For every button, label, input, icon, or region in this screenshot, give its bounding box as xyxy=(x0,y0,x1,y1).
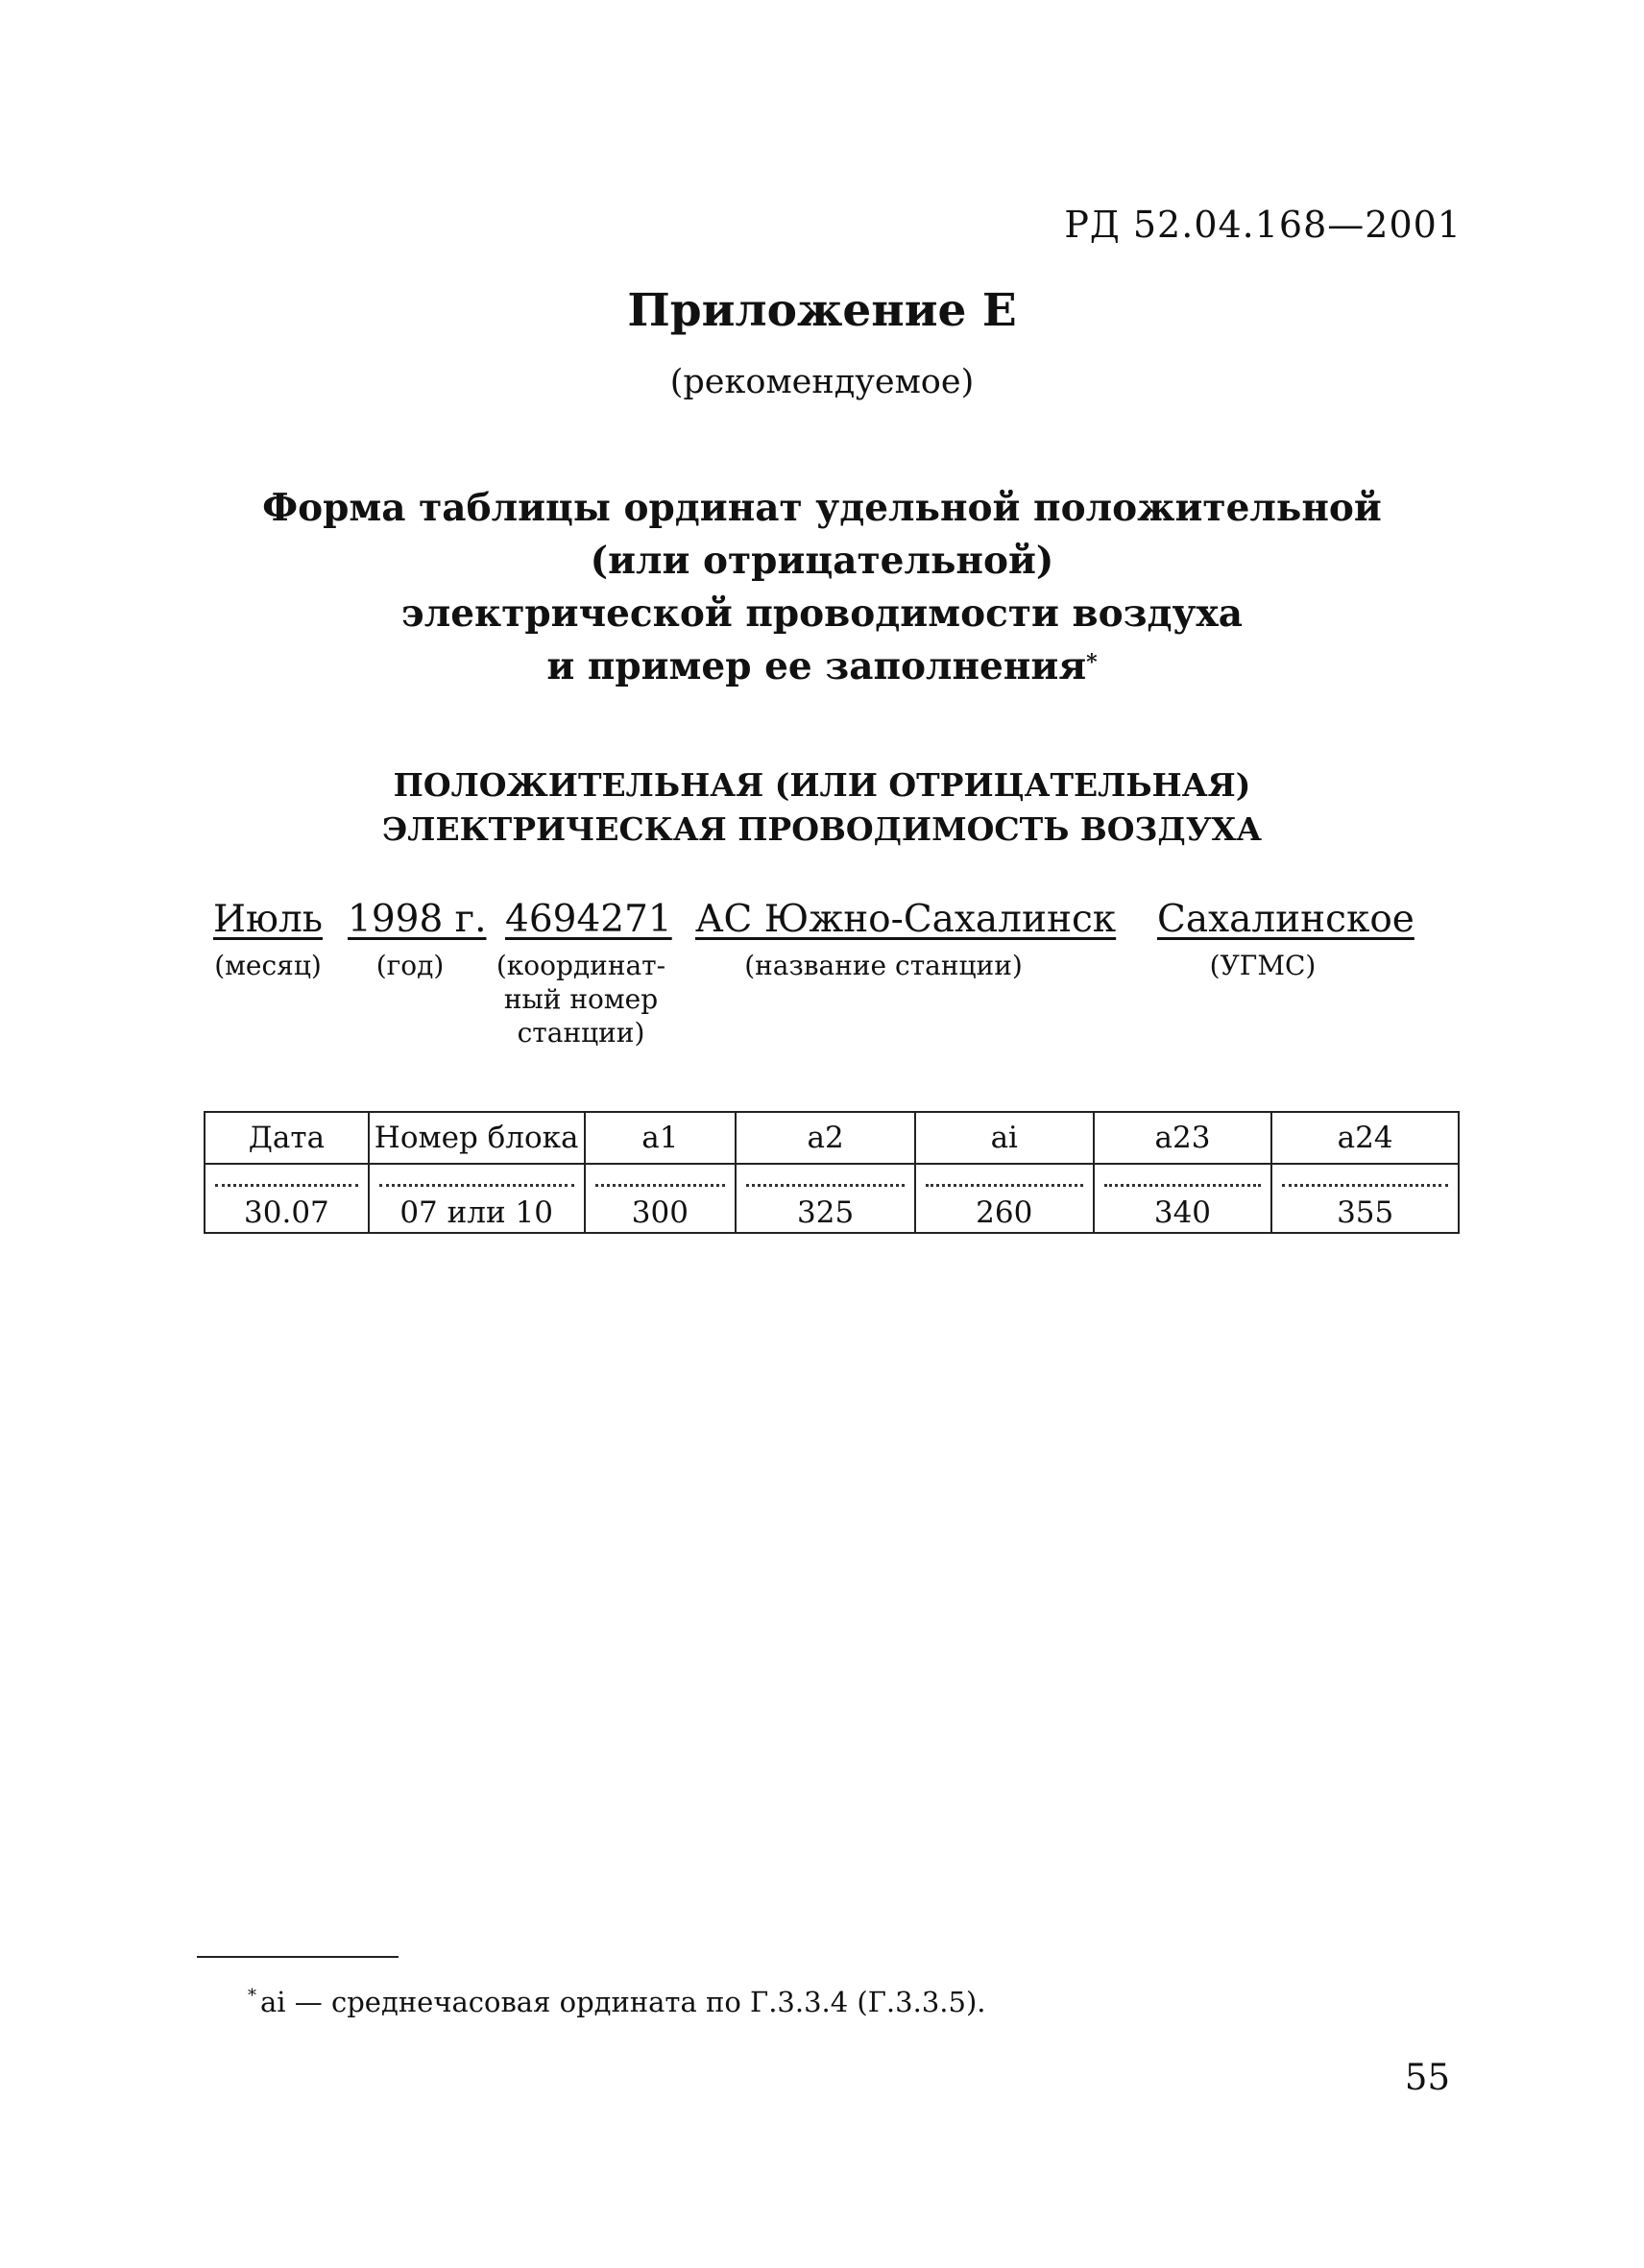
cell-block-number: 07 или 10 xyxy=(369,1194,585,1233)
header-cell-a2: a2 xyxy=(736,1112,915,1164)
subtitle-line: ЭЛЕКТРИЧЕСКАЯ ПРОВОДИМОСТЬ ВОЗДУХА xyxy=(382,810,1262,848)
cell-a2: 325 xyxy=(736,1194,915,1233)
ugms-caption: (УГМС) xyxy=(1209,950,1317,981)
header-cell-date: Дата xyxy=(205,1112,369,1164)
caption-line: станции) xyxy=(517,1017,645,1049)
ellipsis-cell xyxy=(915,1164,1094,1194)
cell-date: 30.07 xyxy=(205,1194,369,1233)
subtitle-line: ПОЛОЖИТЕЛЬНАЯ (ИЛИ ОТРИЦАТЕЛЬНАЯ) xyxy=(393,766,1251,804)
footnote xyxy=(248,1986,986,2018)
table-header-row xyxy=(205,1112,1459,1164)
dotted-leader xyxy=(595,1172,726,1187)
form-title-line xyxy=(0,640,1644,693)
header-cell-a1: a1 xyxy=(585,1112,737,1164)
dotted-leader xyxy=(1282,1172,1448,1187)
table-ellipsis-row xyxy=(205,1164,1459,1194)
footnote-divider xyxy=(197,1956,399,1958)
footnote-marker: * xyxy=(1086,650,1098,675)
table-subtitle xyxy=(0,763,1644,852)
ellipsis-cell xyxy=(369,1164,585,1194)
month-caption: (месяц) xyxy=(214,950,322,981)
dotted-leader xyxy=(746,1172,905,1187)
header-cell-a24: a24 xyxy=(1271,1112,1459,1164)
appendix-title: Приложение Е xyxy=(627,284,1017,337)
appendix-note: (рекомендуемое) xyxy=(669,363,975,401)
form-title-line-text: и пример ее заполнения xyxy=(546,644,1087,688)
header-cell-a23: a23 xyxy=(1094,1112,1272,1164)
ugms-value: Сахалинское xyxy=(1157,898,1414,941)
year-value: 1998 г. xyxy=(348,898,487,941)
ellipsis-cell xyxy=(585,1164,737,1194)
ellipsis-cell xyxy=(205,1164,369,1194)
year-caption: (год) xyxy=(375,950,445,981)
dotted-leader xyxy=(926,1172,1083,1187)
form-title xyxy=(0,482,1644,693)
ellipsis-cell xyxy=(1094,1164,1272,1194)
station-name-caption: (название станции) xyxy=(744,950,1023,981)
footnote-mark: * xyxy=(248,1986,256,2006)
document-code: РД 52.04.168—2001 xyxy=(1064,204,1462,246)
month-value: Июль xyxy=(213,898,323,941)
page-number: 55 xyxy=(1404,2057,1450,2098)
caption-line: ный номер xyxy=(503,983,659,1015)
dotted-leader xyxy=(215,1172,358,1187)
station-number-value: 4694271 xyxy=(505,898,672,941)
cell-ai: 260 xyxy=(915,1194,1094,1233)
station-name-value: АС Южно-Сахалинск xyxy=(695,898,1117,941)
cell-a24: 355 xyxy=(1271,1194,1459,1233)
form-title-line: (или отрицательной) xyxy=(590,539,1054,583)
caption-line: (координат- xyxy=(496,950,666,981)
cell-a23: 340 xyxy=(1094,1194,1272,1233)
ellipsis-cell xyxy=(1271,1164,1459,1194)
cell-a1: 300 xyxy=(585,1194,737,1233)
form-title-line: электрической проводимости воздуха xyxy=(400,591,1243,636)
conductivity-table xyxy=(204,1111,1460,1234)
header-cell-ai: ai xyxy=(915,1112,1094,1164)
dotted-leader xyxy=(379,1172,574,1187)
ellipsis-cell xyxy=(736,1164,915,1194)
footnote-text: ai — среднечасовая ордината по Г.3.3.4 (Г.3.3.5). xyxy=(260,1986,986,2018)
header-cell-block-number: Номер блока xyxy=(369,1112,585,1164)
station-number-caption xyxy=(485,949,677,1050)
dotted-leader xyxy=(1104,1172,1262,1187)
form-title-line: Форма таблицы ординат удельной положительной xyxy=(262,486,1382,530)
table-row xyxy=(205,1194,1459,1233)
